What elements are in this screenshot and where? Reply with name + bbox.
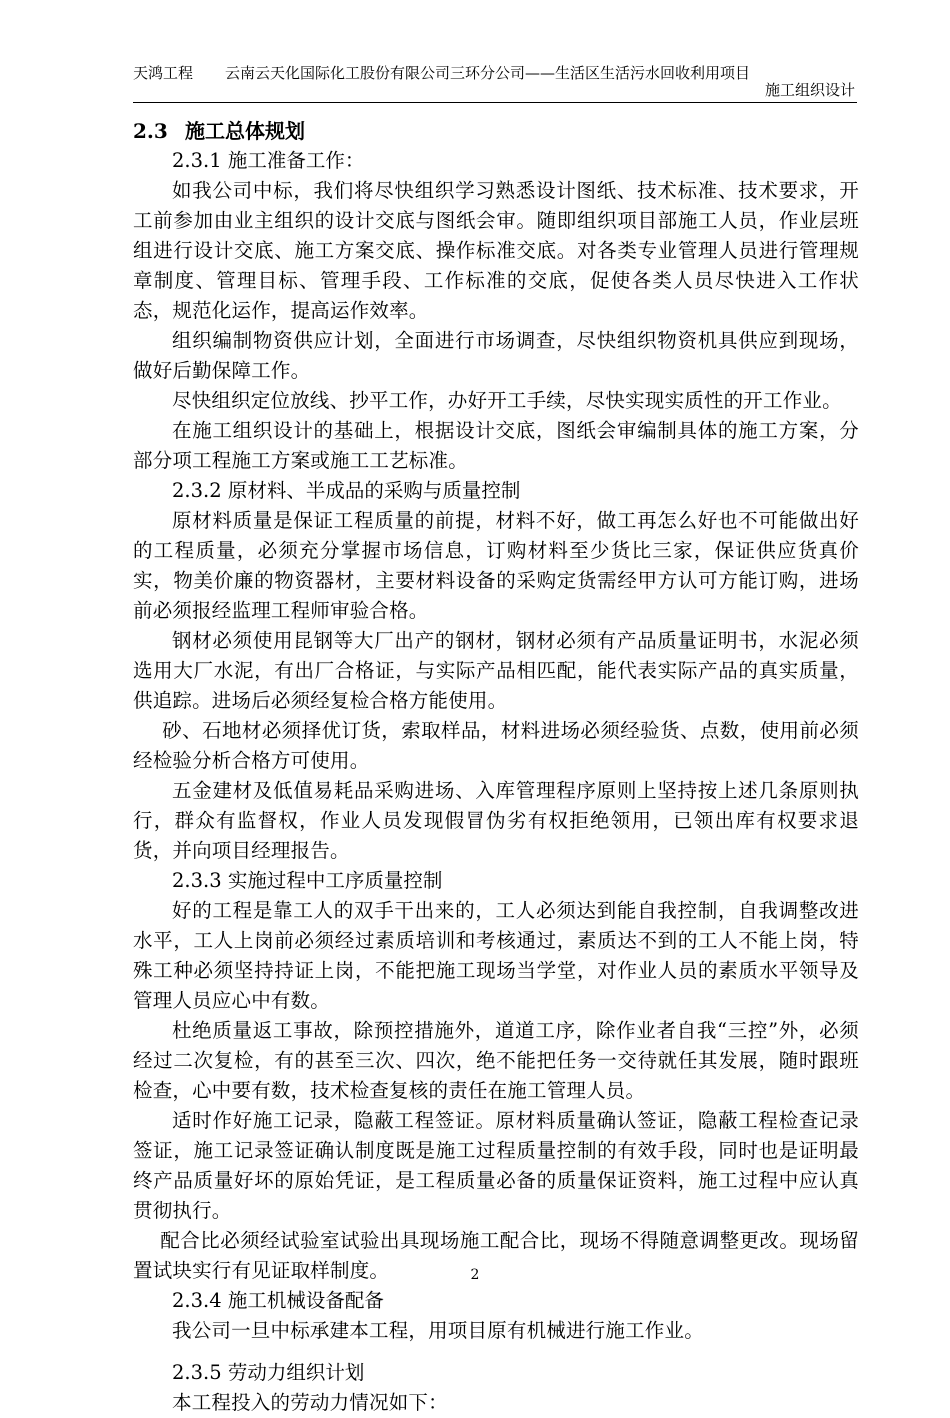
header-company: 云南云天化国际化工股份有限公司三环分公司——生活区生活污水回收利用项目 (225, 64, 751, 82)
paragraph: 我公司一旦中标承建本工程，用项目原有机械进行施工作业。 (172, 1319, 704, 1342)
paragraph: 在施工组织设计的基础上，根据设计交底，图纸会审编制具体的施工方案，分部分项工程施工方案或施工工艺标准。 (133, 419, 859, 472)
paragraph: 钢材必须使用昆钢等大厂出产的钢材，钢材必须有产品质量证明书，水泥必须选用大厂水泥，有出厂合格证，与实际产品相匹配，能代表实际产品的真实质量，供追踪。进场后必须经复检合格方能使用。 (133, 629, 859, 712)
paragraph: 杜绝质量返工事故，除预控措施外，道道工序，除作业者自我“三控”外，必须经过二次复检，有的甚至三次、四次，绝不能把任务一交待就任其发展，随时跟班检查，心中要有数，技术检查复核的责任在施工管理人员。 (133, 1019, 859, 1102)
subsection-heading: 2.3.1 施工准备工作： (172, 149, 365, 172)
subsection-heading: 2.3.2 原材料、半成品的采购与质量控制 (172, 479, 521, 502)
paragraph: 尽快组织定位放线、抄平工作，办好开工手续，尽快实现实质性的开工作业。 (172, 389, 842, 412)
section-title: 施工总体规划 (185, 119, 305, 143)
header-left: 天鸿工程 (133, 64, 194, 82)
header-divider (133, 102, 857, 103)
paragraph: 好的工程是靠工人的双手干出来的，工人必须达到能自我控制，自我调整改进水平，工人上岗前必须经过素质培训和考核通过，素质达不到的工人不能上岗，特殊工种必须坚持持证上岗，不能把施工现场当学堂，对作业人员的素质水平领导及管理人员应心中有数。 (133, 899, 859, 1012)
paragraph: 砂、石地材必须择优订货，索取样品，材料进场必须经验货、点数，使用前必须经检验分析合格方可使用。 (133, 719, 859, 772)
paragraph: 适时作好施工记录，隐蔽工程签证。原材料质量确认签证，隐蔽工程检查记录签证，施工记录签证确认制度既是施工过程质量控制的有效手段，同时也是证明最终产品质量好坏的原始凭证，是工程质量必备的质量保证资料，施工过程中应认真贯彻执行。 (133, 1109, 859, 1222)
subsection-heading: 2.3.3 实施过程中工序质量控制 (172, 869, 443, 892)
document-body (133, 116, 859, 1418)
paragraph: 五金建材及低值易耗品采购进场、入库管理程序原则上坚持按上述几条原则执行，群众有监督权，作业人员发现假冒伪劣有权拒绝领用，已领出库有权要求退货，并向项目经理报告。 (133, 779, 859, 862)
paragraph: 本工程投入的劳动力情况如下： (172, 1391, 448, 1414)
subsection-heading: 2.3.4 施工机械设备配备 (172, 1289, 384, 1312)
paragraph: 组织编制物资供应计划，全面进行市场调查，尽快组织物资机具供应到现场，做好后勤保障工作。 (133, 329, 859, 382)
paragraph: 原材料质量是保证工程质量的前提，材料不好，做工再怎么好也不可能做出好的工程质量，必须充分掌握市场信息，订购材料至少货比三家，保证供应货真价实，物美价廉的物资器材，主要材料设备的采购定货需经甲方认可方能订购，进场前必须报经监理工程师审验合格。 (133, 509, 859, 622)
header-right: 施工组织设计 (764, 81, 855, 99)
page-number: 2 (470, 1267, 480, 1283)
subsection-heading: 2.3.5 劳动力组织计划 (172, 1361, 365, 1384)
section-number: 2.3 (133, 119, 168, 143)
paragraph: 如我公司中标，我们将尽快组织学习熟悉设计图纸、技术标准、技术要求，开工前参加由业主组织的设计交底与图纸会审。随即组织项目部施工人员，作业层班组进行设计交底、施工方案交底、操作标准交底。对各类专业管理人员进行管理规章制度、管理目标、管理手段、工作标准的交底，促使各类人员尽快进入工作状态，规范化运作，提高运作效率。 (133, 179, 859, 322)
paragraph: 配合比必须经试验室试验出具现场施工配合比，现场不得随意调整更改。现场留置试块实行有见证取样制度。 (133, 1229, 859, 1282)
section-heading (133, 116, 859, 146)
spacer (133, 1346, 859, 1358)
